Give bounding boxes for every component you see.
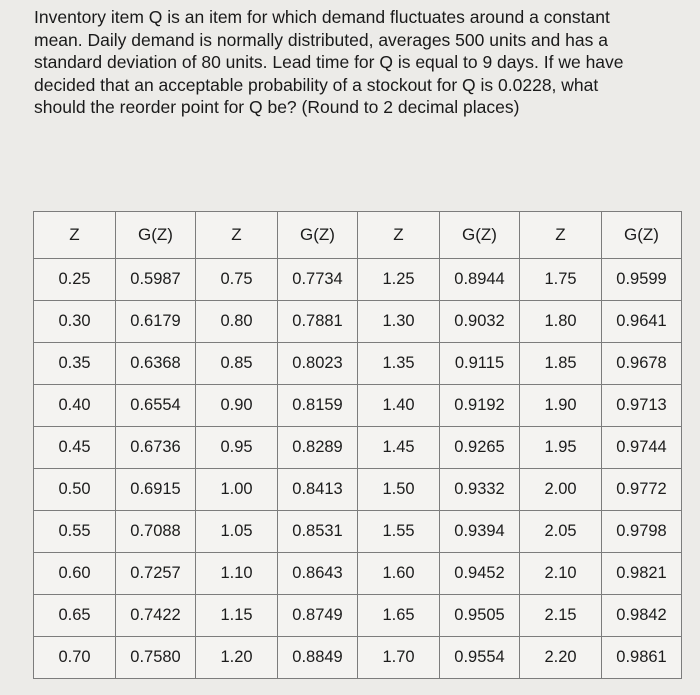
cell-z-value: 1.65 <box>358 595 440 637</box>
cell-z-value: 1.25 <box>358 259 440 301</box>
cell-z-value: 0.65 <box>34 595 116 637</box>
cell-gz-value: 0.8159 <box>278 385 358 427</box>
cell-gz-value: 0.6368 <box>116 343 196 385</box>
column-header-gz: G(Z) <box>602 212 682 259</box>
table-row <box>34 553 682 595</box>
cell-gz-value: 0.7734 <box>278 259 358 301</box>
table-row <box>34 343 682 385</box>
cell-z-value: 0.30 <box>34 301 116 343</box>
cell-gz-value: 0.9505 <box>440 595 520 637</box>
cell-gz-value: 0.8643 <box>278 553 358 595</box>
cell-z-value: 1.10 <box>196 553 278 595</box>
cell-gz-value: 0.9032 <box>440 301 520 343</box>
cell-z-value: 2.15 <box>520 595 602 637</box>
question-line: standard deviation of 80 units. Lead time for Q is equal to 9 days. If we have <box>34 52 624 72</box>
question-text <box>34 6 689 119</box>
cell-z-value: 0.35 <box>34 343 116 385</box>
cell-z-value: 1.85 <box>520 343 602 385</box>
column-header-z: Z <box>520 212 602 259</box>
cell-z-value: 1.45 <box>358 427 440 469</box>
cell-z-value: 1.95 <box>520 427 602 469</box>
cell-z-value: 1.55 <box>358 511 440 553</box>
cell-gz-value: 0.9678 <box>602 343 682 385</box>
cell-gz-value: 0.7088 <box>116 511 196 553</box>
cell-gz-value: 0.9641 <box>602 301 682 343</box>
cell-z-value: 0.80 <box>196 301 278 343</box>
table-header-row <box>34 212 682 259</box>
cell-z-value: 1.50 <box>358 469 440 511</box>
cell-z-value: 1.05 <box>196 511 278 553</box>
question-line: should the reorder point for Q be? (Round to 2 decimal places) <box>34 97 520 117</box>
cell-z-value: 1.75 <box>520 259 602 301</box>
cell-z-value: 0.95 <box>196 427 278 469</box>
cell-gz-value: 0.8749 <box>278 595 358 637</box>
cell-gz-value: 0.8023 <box>278 343 358 385</box>
cell-gz-value: 0.6915 <box>116 469 196 511</box>
table-row <box>34 259 682 301</box>
cell-gz-value: 0.9192 <box>440 385 520 427</box>
cell-z-value: 1.30 <box>358 301 440 343</box>
cell-z-value: 0.55 <box>34 511 116 553</box>
cell-z-value: 0.70 <box>34 637 116 679</box>
question-line: decided that an acceptable probability of a stockout for Q is 0.0228, what <box>34 74 599 95</box>
cell-gz-value: 0.8849 <box>278 637 358 679</box>
cell-z-value: 0.45 <box>34 427 116 469</box>
table-row <box>34 385 682 427</box>
cell-gz-value: 0.9265 <box>440 427 520 469</box>
cell-gz-value: 0.9861 <box>602 637 682 679</box>
cell-gz-value: 0.6736 <box>116 427 196 469</box>
cell-gz-value: 0.9115 <box>440 343 520 385</box>
normal-distribution-table <box>33 211 682 679</box>
cell-z-value: 0.40 <box>34 385 116 427</box>
cell-z-value: 2.00 <box>520 469 602 511</box>
cell-gz-value: 0.9744 <box>602 427 682 469</box>
cell-gz-value: 0.6554 <box>116 385 196 427</box>
table-row <box>34 637 682 679</box>
cell-gz-value: 0.9332 <box>440 469 520 511</box>
cell-gz-value: 0.5987 <box>116 259 196 301</box>
table-row <box>34 511 682 553</box>
cell-z-value: 1.60 <box>358 553 440 595</box>
table-row <box>34 469 682 511</box>
cell-z-value: 0.25 <box>34 259 116 301</box>
cell-gz-value: 0.6179 <box>116 301 196 343</box>
cell-z-value: 1.00 <box>196 469 278 511</box>
cell-z-value: 1.40 <box>358 385 440 427</box>
question-line: mean. Daily demand is normally distributed, averages 500 units and has a <box>34 29 608 50</box>
cell-z-value: 0.85 <box>196 343 278 385</box>
cell-z-value: 0.90 <box>196 385 278 427</box>
question-line: Inventory item Q is an item for which demand fluctuates around a constant <box>34 7 610 27</box>
column-header-z: Z <box>196 212 278 259</box>
cell-z-value: 1.80 <box>520 301 602 343</box>
cell-z-value: 0.60 <box>34 553 116 595</box>
cell-gz-value: 0.9821 <box>602 553 682 595</box>
table-row <box>34 301 682 343</box>
cell-z-value: 1.70 <box>358 637 440 679</box>
cell-gz-value: 0.9772 <box>602 469 682 511</box>
cell-gz-value: 0.7422 <box>116 595 196 637</box>
column-header-gz: G(Z) <box>116 212 196 259</box>
cell-gz-value: 0.9452 <box>440 553 520 595</box>
column-header-gz: G(Z) <box>278 212 358 259</box>
cell-gz-value: 0.8944 <box>440 259 520 301</box>
column-header-z: Z <box>34 212 116 259</box>
cell-z-value: 2.05 <box>520 511 602 553</box>
cell-z-value: 0.50 <box>34 469 116 511</box>
table-row <box>34 595 682 637</box>
table-body <box>34 259 682 679</box>
table-row <box>34 427 682 469</box>
cell-gz-value: 0.9798 <box>602 511 682 553</box>
cell-gz-value: 0.7580 <box>116 637 196 679</box>
cell-z-value: 0.75 <box>196 259 278 301</box>
cell-gz-value: 0.7257 <box>116 553 196 595</box>
cell-z-value: 1.15 <box>196 595 278 637</box>
cell-z-value: 2.20 <box>520 637 602 679</box>
cell-gz-value: 0.8413 <box>278 469 358 511</box>
column-header-gz: G(Z) <box>440 212 520 259</box>
cell-z-value: 1.90 <box>520 385 602 427</box>
cell-z-value: 1.35 <box>358 343 440 385</box>
cell-z-value: 1.20 <box>196 637 278 679</box>
cell-gz-value: 0.7881 <box>278 301 358 343</box>
cell-gz-value: 0.9842 <box>602 595 682 637</box>
cell-gz-value: 0.8289 <box>278 427 358 469</box>
cell-gz-value: 0.9599 <box>602 259 682 301</box>
column-header-z: Z <box>358 212 440 259</box>
cell-gz-value: 0.9394 <box>440 511 520 553</box>
cell-z-value: 2.10 <box>520 553 602 595</box>
cell-gz-value: 0.9713 <box>602 385 682 427</box>
cell-gz-value: 0.8531 <box>278 511 358 553</box>
cell-gz-value: 0.9554 <box>440 637 520 679</box>
